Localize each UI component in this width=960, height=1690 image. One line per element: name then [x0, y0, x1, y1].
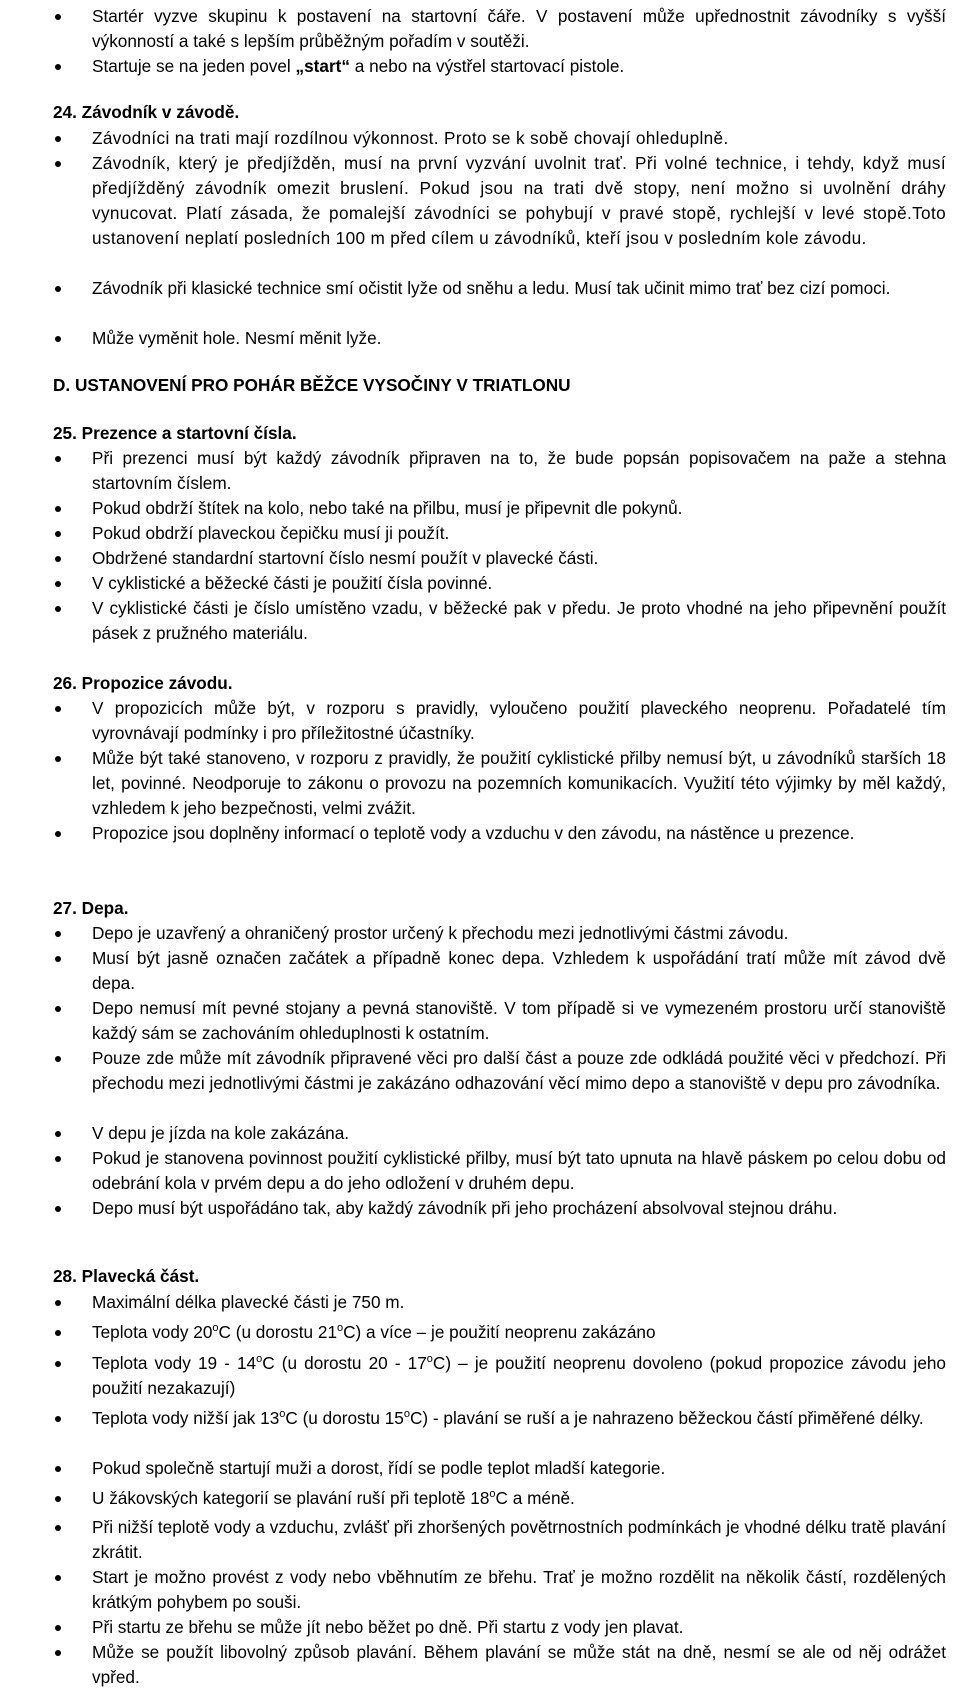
- list-item: [92, 521, 946, 546]
- item-text: V depu je jízda na kole zakázána.: [92, 1123, 350, 1143]
- list-item: [92, 1290, 946, 1315]
- list-item: [92, 1046, 946, 1096]
- bullet: [55, 1466, 61, 1472]
- bullet: [55, 1575, 61, 1581]
- list-item: [92, 596, 946, 646]
- item-text: Při nižší teplotě vody a vzduchu, zvlášť při zhoršených povětrnostních podmínkách je vhodné délku tratě plavání zkrátit.: [92, 1517, 946, 1562]
- list-item: [92, 1615, 946, 1640]
- section-heading-24: 24. Závodník v závodě.: [53, 102, 240, 122]
- item-text: Závodníci na trati mají rozdílnou výkonnost. Proto se k sobě chovají ohleduplně.: [92, 128, 729, 148]
- bullet: [55, 14, 61, 20]
- item-text: V propozicích může být, v rozporu s pravidly, vyloučeno použití plaveckého neoprenu. Pořadatelé tím vyrovnávají podmínky i pro příležitostné účastníky.: [92, 698, 946, 743]
- degree-sign: o: [279, 1408, 286, 1420]
- section-heading-26: 26. Propozice závodu.: [53, 673, 233, 693]
- list-item: [92, 921, 946, 946]
- bullet: [55, 1496, 61, 1502]
- bullet: [55, 1361, 61, 1367]
- list-item: [92, 1456, 946, 1481]
- bullet: [55, 531, 61, 537]
- bullet: [55, 956, 61, 962]
- list-item: [92, 446, 946, 496]
- bullet: [55, 1650, 61, 1656]
- bullet: [55, 1625, 61, 1631]
- degree-sign: o: [256, 1353, 263, 1365]
- degree-sign: o: [337, 1322, 344, 1334]
- item-text: C (u dorostu 20 - 17: [262, 1353, 427, 1373]
- degree-sign: o: [403, 1408, 410, 1420]
- list-item: [92, 151, 946, 251]
- item-text: Pokud je stanovena povinnost použití cyklistické přilby, musí být tato upnuta na hlavě páskem po celou dobu od odebrání kola v prvém depu a do jeho odložení v druhém depu.: [92, 1148, 946, 1193]
- bullet: [55, 706, 61, 712]
- bullet: [55, 1206, 61, 1212]
- item-text: Depo nemusí mít pevné stojany a pevná stanoviště. V tom případě si ve vymezeném prostoru určí stanoviště každý sám se zachováním ohleduplnosti k ostatním.: [92, 998, 946, 1043]
- degree-sign: o: [489, 1488, 496, 1500]
- item-text: C) a více – je použití neoprenu zakázáno: [343, 1322, 656, 1342]
- list-item: [92, 126, 946, 151]
- item-text: Může být také stanoveno, v rozporu z pravidly, že použití cyklistické přilby nemusí být, u závodníků starších 18 let, povinné. Neodporuje to zákonu o provozu na pozemních komunikacích. Využití této výjimky by měl každý, vzhledem k jeho bezpečnosti, velmi zvážit.: [92, 748, 946, 818]
- item-text: Pouze zde může mít závodník připravené věci pro další část a pouze zde odkládá použité věci v předchozí. Při přechodu mezi jednotlivými částmi je zakázáno odhazování věcí mimo depo a stanoviště v depu pro závodníka.: [92, 1048, 946, 1093]
- list-item: [92, 1196, 946, 1221]
- list-item: [92, 1486, 946, 1511]
- list-item: [92, 326, 946, 351]
- item-text: Při startu ze břehu se může jít nebo běžet po dně. Při startu z vody jen plavat.: [92, 1617, 684, 1637]
- item-text: C) – je použití neoprenu dovoleno (pokud propozice závodu jeho použití nezakazují): [92, 1353, 946, 1398]
- item-text: Může se použít libovolný způsob plavání. Během plavání se může stát na dně, nesmí se ale od něj odrážet vpřed.: [92, 1642, 946, 1687]
- item-text: Depo musí být uspořádáno tak, aby každý závodník při jeho procházení absolvoval stejnou dráhu.: [92, 1198, 838, 1218]
- bullet: [55, 456, 61, 462]
- section-heading-28: 28. Plavecká část.: [53, 1266, 200, 1286]
- list-item: [92, 1406, 946, 1431]
- list-item: [92, 1320, 946, 1345]
- section-heading-27: 27. Depa.: [53, 898, 129, 918]
- item-text: Start je možno provést z vody nebo vběhnutím ze břehu. Trať je možno rozdělit na několik částí, rozdělených krátkým pohybem po souši.: [92, 1567, 946, 1612]
- bullet: [55, 161, 61, 167]
- list-item: [92, 1565, 946, 1615]
- list-item: [92, 546, 946, 571]
- bullet: [55, 1525, 61, 1531]
- item-text-bold: „start“: [295, 56, 350, 76]
- bullet: [55, 1416, 61, 1422]
- item-text: Startér vyzve skupinu k postavení na startovní čáře. V postavení může upřednostnit závodníky s vyšší výkonností a také s lepším průběžným pořadím v soutěži.: [92, 6, 946, 51]
- item-text: C a méně.: [495, 1488, 575, 1508]
- item-text: Pokud obdrží štítek na kolo, nebo také na přilbu, musí je připevnit dle pokynů.: [92, 498, 683, 518]
- bullet: [55, 136, 61, 142]
- bullet: [55, 1300, 61, 1306]
- section-heading-25: 25. Prezence a startovní čísla.: [53, 423, 297, 443]
- list-item: [92, 276, 946, 301]
- list-item: [92, 1515, 946, 1565]
- bullet: [55, 831, 61, 837]
- list-item: [92, 4, 946, 54]
- item-text: Obdržené standardní startovní číslo nesmí použít v plavecké části.: [92, 548, 599, 568]
- list-item: [92, 1351, 946, 1401]
- list-item: [92, 54, 946, 79]
- bullet: [55, 506, 61, 512]
- item-text: Propozice jsou doplněny informací o teplotě vody a vzduchu v den závodu, na nástěnce u prezence.: [92, 823, 855, 843]
- item-text: C (u dorostu 21: [218, 1322, 337, 1342]
- item-text: Může vyměnit hole. Nesmí měnit lyže.: [92, 328, 382, 348]
- list-item: [92, 1640, 946, 1690]
- item-text: a nebo na výstřel startovací pistole.: [349, 56, 625, 76]
- item-text: Závodník, který je předjížděn, musí na první vyzvání uvolnit trať. Při volné technice, i tehdy, když musí předjížděný závodník omezit bruslení. Pokud jsou na trati dvě stopy, není možno si uvolnění dráhy vynucovat. Platí zásada, že pomalejší závodníci se pohybují v pravé stopě, rychlejší v levé stopě.Toto ustanovení neplatí posledních 100 m před cílem u závodníků, kteří jsou v posledním kole závodu.: [92, 153, 946, 248]
- list-item: [92, 496, 946, 521]
- bullet: [55, 286, 61, 292]
- list-item: [92, 1121, 946, 1146]
- item-text: Teplota vody 20: [92, 1322, 213, 1342]
- item-text: Maximální délka plavecké části je 750 m.: [92, 1292, 405, 1312]
- bullet: [55, 931, 61, 937]
- item-text: C (u dorostu 15: [285, 1408, 404, 1428]
- bullet: [55, 1006, 61, 1012]
- list-item: [92, 746, 946, 821]
- item-text: Pokud obdrží plaveckou čepičku musí ji použít.: [92, 523, 450, 543]
- list-item: [92, 1146, 946, 1196]
- bullet: [55, 1330, 61, 1336]
- bullet: [55, 1156, 61, 1162]
- item-text: Při prezenci musí být každý závodník připraven na to, že bude popsán popisovačem na paže a stehna startovním číslem.: [92, 448, 946, 493]
- bullet: [55, 336, 61, 342]
- list-item: [92, 821, 946, 846]
- item-text: Depo je uzavřený a ohraničený prostor určený k přechodu mezi jednotlivými částmi závodu.: [92, 923, 789, 943]
- degree-sign: o: [212, 1322, 219, 1334]
- chapter-heading-d: D. USTANOVENÍ PRO POHÁR BĚŽCE VYSOČINY V TRIATLONU: [53, 375, 571, 395]
- item-text: Startuje se na jeden povel: [92, 56, 296, 76]
- bullet: [55, 1131, 61, 1137]
- bullet: [55, 1056, 61, 1062]
- item-text: Teplota vody 19 - 14: [92, 1353, 257, 1373]
- list-item: [92, 946, 946, 996]
- bullet: [55, 756, 61, 762]
- bullet: [55, 581, 61, 587]
- degree-sign: o: [426, 1353, 433, 1365]
- item-text: Teplota vody nižší jak 13: [92, 1408, 280, 1428]
- item-text: Pokud společně startují muži a dorost, řídí se podle teplot mladší kategorie.: [92, 1458, 666, 1478]
- list-item: [92, 996, 946, 1046]
- list-item: [92, 696, 946, 746]
- bullet: [55, 556, 61, 562]
- item-text: C) - plavání se ruší a je nahrazeno běžeckou částí přiměřené délky.: [409, 1408, 924, 1428]
- item-text: V cyklistické části je číslo umístěno vzadu, v běžecké pak v předu. Je proto vhodné na jeho připevnění použít pásek z pružného materiálu.: [92, 598, 946, 643]
- item-text: V cyklistické a běžecké části je použití čísla povinné.: [92, 573, 493, 593]
- item-text: U žákovských kategorií se plavání ruší při teplotě 18: [92, 1488, 490, 1508]
- list-item: [92, 571, 946, 596]
- item-text: Musí být jasně označen začátek a případně konec depa. Vzhledem k uspořádání tratí může mít závod dvě depa.: [92, 948, 946, 993]
- bullet: [55, 606, 61, 612]
- bullet: [55, 64, 61, 70]
- item-text: Závodník při klasické technice smí očistit lyže od sněhu a ledu. Musí tak učinit mimo trať bez cizí pomoci.: [92, 278, 891, 298]
